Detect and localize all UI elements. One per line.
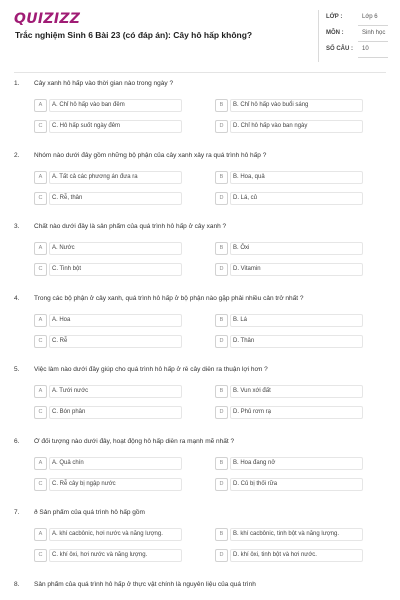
question-number: 7. (14, 509, 20, 516)
option-letter: D (215, 406, 228, 419)
question-text: Chất nào dưới đây là sản phẩm của quá trình hô hấp ở cây xanh ? (34, 223, 227, 230)
option-text: B. Hoa, quả (233, 173, 265, 180)
option-letter: C (34, 120, 47, 133)
answer-option-b[interactable] (215, 171, 363, 184)
answer-option-d[interactable] (215, 406, 363, 419)
question-text: ð Sản phẩm của quá trình hô hấp gồm (34, 509, 145, 516)
question-number: 8. (14, 580, 20, 588)
meta-grade-label: LỚP : (326, 14, 343, 20)
question-item (0, 295, 400, 365)
meta-subject (318, 28, 388, 42)
question-number: 5. (14, 366, 20, 373)
option-text: A. Tưới nước (52, 388, 89, 394)
option-letter: A (34, 242, 47, 255)
meta-count-value: 10 (362, 46, 369, 52)
answer-option-d[interactable] (215, 549, 363, 562)
option-letter: C (34, 478, 47, 491)
option-text: C. Bón phân (52, 409, 86, 415)
option-letter: D (215, 335, 228, 348)
answer-option-b[interactable] (215, 385, 363, 398)
answer-option-b[interactable] (215, 457, 363, 470)
option-text: D. Lá, củ (233, 194, 258, 201)
option-text: A. Tất cả các phương án đưa ra (52, 173, 138, 180)
option-box (230, 314, 363, 327)
option-text: C. Rễ cây bị ngập nước (52, 480, 116, 487)
meta-subject-label: MÔN : (326, 30, 344, 36)
option-letter: B (215, 242, 228, 255)
question-number: 4. (14, 294, 20, 302)
option-text: C. khí ôxi, hơi nước và năng lượng. (52, 552, 148, 558)
answer-option-c[interactable] (34, 406, 182, 419)
answer-option-c[interactable] (34, 335, 182, 348)
option-letter: A (34, 314, 47, 327)
option-letter: C (34, 406, 47, 419)
question-item (0, 223, 400, 293)
answer-option-c[interactable] (34, 263, 182, 276)
option-letter: B (215, 99, 228, 112)
question-item (0, 581, 400, 600)
option-letter: B (215, 171, 228, 184)
answer-option-d[interactable] (215, 478, 363, 491)
option-text: B. Hoa đang nở (233, 459, 276, 466)
option-text: B. Chỉ hô hấp vào buổi sáng (233, 102, 309, 108)
option-text: B. Ôxi (233, 245, 250, 251)
option-letter: B (215, 314, 228, 327)
option-text: A. Nước (52, 245, 75, 251)
option-text: A. Hoa (52, 316, 71, 323)
option-text: C. Tinh bột (52, 266, 82, 272)
answer-option-b[interactable] (215, 242, 363, 255)
option-letter: A (34, 171, 47, 184)
answer-option-a[interactable] (34, 457, 182, 470)
option-text: C. Hô hấp suốt ngày đêm (52, 123, 121, 129)
option-text: D. Phủ rơm rạ (233, 409, 271, 415)
option-letter: B (215, 385, 228, 398)
quizizz-logo: QUIZIZZ (14, 11, 81, 27)
option-text: D. Củ bị thối rữa (233, 480, 278, 487)
option-letter: D (215, 549, 228, 562)
worksheet-header (0, 0, 400, 72)
option-text: B. Lá (233, 316, 248, 323)
option-letter: C (34, 335, 47, 348)
option-text: D. Vitamin (233, 266, 261, 272)
option-box (49, 335, 182, 348)
option-letter: A (34, 385, 47, 398)
question-item (0, 152, 400, 222)
question-text: Trong các bộ phận ở cây xanh, quá trình hô hấp ở bộ phận nào gặp phải nhiều cản trở nhất ? (34, 294, 304, 302)
answer-option-c[interactable] (34, 549, 182, 562)
answer-option-a[interactable] (34, 242, 182, 255)
option-letter: A (34, 528, 47, 541)
meta-grade-underline (358, 25, 388, 26)
answer-option-b[interactable] (215, 314, 363, 327)
option-letter: D (215, 263, 228, 276)
question-number: 6. (14, 437, 20, 445)
option-letter: D (215, 120, 228, 133)
option-text: A. khí cacbônic, hơi nước và năng lượng. (52, 531, 163, 537)
question-item (0, 509, 400, 579)
option-letter: C (34, 549, 47, 562)
option-letter: D (215, 192, 228, 205)
answer-option-a[interactable] (34, 385, 182, 398)
option-text: B. Vun xới đất (233, 388, 271, 394)
question-item (0, 438, 400, 508)
question-number: 1. (14, 80, 20, 87)
header-divider (14, 72, 386, 73)
answer-option-c[interactable] (34, 120, 182, 133)
option-letter: A (34, 99, 47, 112)
answer-option-a[interactable] (34, 99, 182, 112)
option-text: D. khí ôxi, tinh bột và hơi nước. (233, 552, 317, 558)
option-letter: B (215, 457, 228, 470)
answer-option-c[interactable] (34, 478, 182, 491)
option-letter: A (34, 457, 47, 470)
option-letter: B (215, 528, 228, 541)
option-text: D. Chỉ hô hấp vào ban ngày (233, 123, 308, 129)
option-letter: D (215, 478, 228, 491)
answer-option-a[interactable] (34, 171, 182, 184)
question-text: Việc làm nào dưới đây giúp cho quá trình hô hấp ở rễ cây diễn ra thuận lợi hơn ? (34, 366, 268, 373)
answer-option-d[interactable] (215, 335, 363, 348)
option-text: A. Chỉ hô hấp vào ban đêm (52, 102, 125, 108)
question-text: Cây xanh hô hấp vào thời gian nào trong ngày ? (34, 80, 174, 87)
option-text: D. Thân (233, 337, 255, 344)
question-number: 2. (14, 151, 20, 159)
answer-option-b[interactable] (215, 99, 363, 112)
option-text: B. khí cacbônic, tinh bột và năng lượng. (233, 531, 340, 537)
meta-subject-value: Sinh học (362, 30, 386, 36)
meta-count-underline (358, 57, 388, 58)
answer-option-d[interactable] (215, 192, 363, 205)
option-letter: C (34, 263, 47, 276)
meta-count (318, 44, 388, 58)
option-text: A. Quả chín (52, 459, 84, 466)
question-number: 3. (14, 223, 20, 230)
meta-count-label: SỐ CÂU : (326, 46, 353, 52)
question-text: Nhóm nào dưới đây gồm những bộ phận của cây xanh xảy ra quá trình hô hấp ? (34, 151, 267, 159)
answer-option-a[interactable] (34, 314, 182, 327)
answer-option-a[interactable] (34, 528, 182, 541)
meta-subject-underline (358, 41, 388, 42)
answer-option-d[interactable] (215, 263, 363, 276)
option-box (230, 242, 363, 255)
question-text: Ở đối tượng nào dưới đây, hoạt động hô hấp diễn ra mạnh mẽ nhất ? (34, 437, 235, 445)
option-letter: C (34, 192, 47, 205)
page-title: Trắc nghiệm Sinh 6 Bài 23 (có đáp án): Cây hô hấp không? (15, 30, 253, 40)
question-item (0, 366, 400, 436)
answer-option-d[interactable] (215, 120, 363, 133)
meta-grade-value: Lớp 6 (362, 14, 378, 20)
answer-option-c[interactable] (34, 192, 182, 205)
question-text: Sản phẩm của quá trình hô hấp ở thực vật chính là nguyên liệu của quá trình (34, 580, 256, 588)
meta-grade (318, 12, 388, 26)
option-text: C. Rễ (52, 337, 68, 344)
answer-option-b[interactable] (215, 528, 363, 541)
question-item (0, 80, 400, 150)
option-text: C. Rễ, thân (52, 194, 83, 201)
